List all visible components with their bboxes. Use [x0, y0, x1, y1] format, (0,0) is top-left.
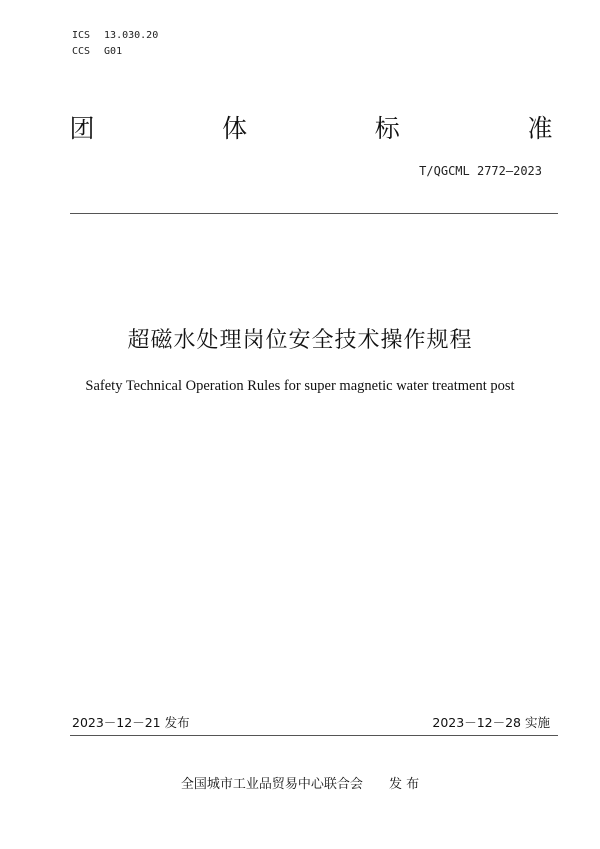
implement-date: 2023－12－28 实施 [432, 715, 550, 730]
standard-type-char: 准 [527, 114, 553, 143]
standard-type-char: 团 [69, 114, 95, 143]
ccs-code [72, 44, 158, 60]
bottom-divider [70, 735, 558, 736]
standard-type-char: 标 [374, 114, 400, 143]
issuer-action: 发 布 [388, 777, 420, 792]
publish-date: 2023－12－21 发布 [72, 715, 190, 730]
ccs-label: CCS [72, 46, 91, 57]
standard-number: T/QGCML 2772—2023 [419, 164, 542, 178]
ccs-value: G01 [104, 46, 123, 57]
issuer-line [0, 776, 600, 794]
ics-value: 13.030.20 [104, 30, 159, 41]
classification-codes [72, 28, 158, 60]
ics-label: ICS [72, 30, 91, 41]
ics-code [72, 28, 158, 44]
document-title-en: Safety Technical Operation Rules for super magnetic water treatment post [85, 378, 515, 394]
top-divider [70, 213, 558, 214]
standard-type-char: 体 [222, 114, 248, 143]
issuer-name: 全国城市工业品贸易中心联合会 [180, 777, 363, 792]
document-title-cn: 超磁水处理岗位安全技术操作规程 [127, 328, 473, 353]
standard-type-heading [66, 112, 556, 146]
